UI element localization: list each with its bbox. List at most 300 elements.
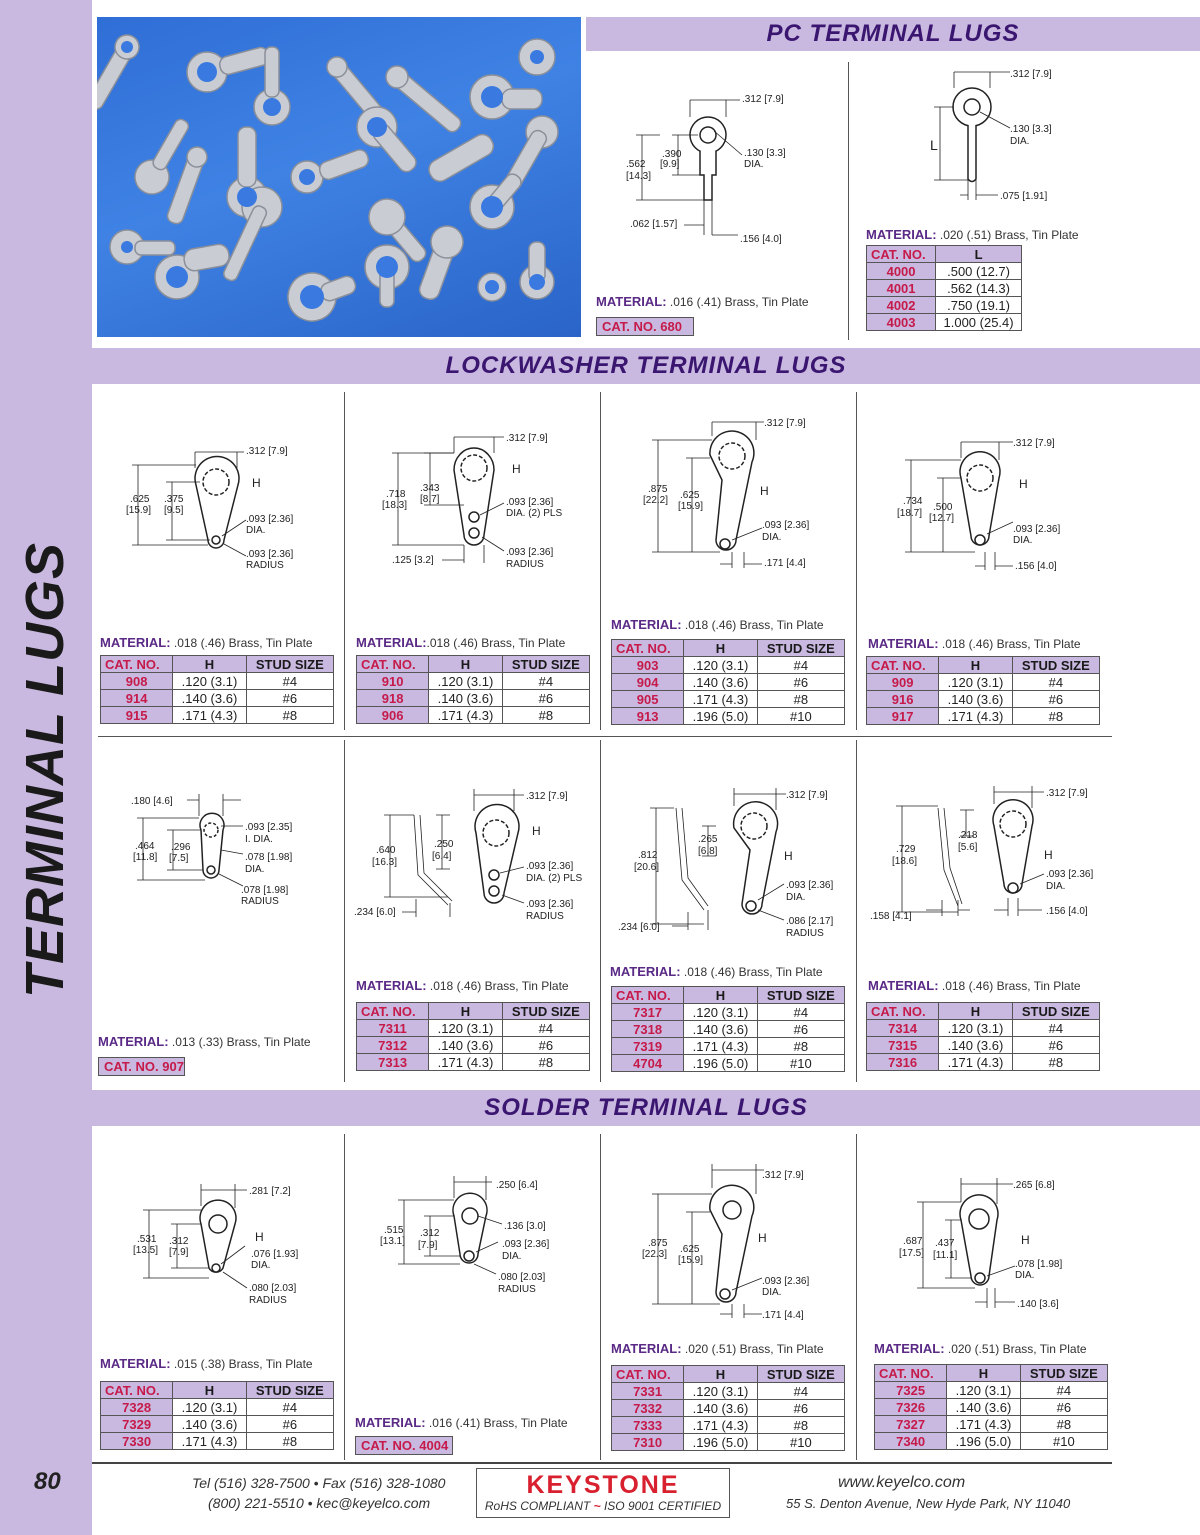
table-910 bbox=[356, 655, 590, 724]
cat-no-cell: 7312 bbox=[357, 1037, 429, 1054]
dim-text: [22.2] bbox=[643, 495, 669, 506]
cat-no-cell: 918 bbox=[357, 690, 429, 707]
dim-text: [22.3] bbox=[642, 1249, 668, 1260]
material-908 bbox=[100, 635, 313, 650]
dim-text: .130 [3.3] bbox=[744, 148, 786, 159]
h-cell: .140 (3.6) bbox=[939, 1037, 1012, 1054]
dim-text: .312 [7.9] bbox=[246, 446, 288, 457]
dim-text: DIA. bbox=[1046, 881, 1066, 892]
th-stud: STUD SIZE bbox=[1020, 1365, 1107, 1382]
certifications bbox=[477, 1499, 729, 1513]
material-value: .020 (.51) Brass, Tin Plate bbox=[684, 1342, 824, 1356]
table-row bbox=[867, 297, 1022, 314]
dim-text: H bbox=[758, 1231, 767, 1245]
stud-size-cell: #8 bbox=[757, 1417, 844, 1434]
table-row bbox=[867, 1054, 1100, 1071]
th-stud: STUD SIZE bbox=[1012, 1003, 1099, 1020]
dim-text: .640 bbox=[376, 845, 396, 856]
dim-text: .312 [7.9] bbox=[506, 433, 548, 444]
dim-text: RADIUS bbox=[506, 559, 544, 570]
divider bbox=[848, 62, 849, 340]
table-row bbox=[867, 1020, 1100, 1037]
cat-no-cell: 7330 bbox=[101, 1433, 173, 1450]
cat-no-cell: 914 bbox=[101, 690, 173, 707]
table-7331 bbox=[611, 1365, 845, 1451]
dim-text: RADIUS bbox=[249, 1295, 287, 1306]
stud-size-cell: #4 bbox=[1020, 1382, 1107, 1399]
footer-rule bbox=[92, 1462, 1112, 1464]
th-cat: CAT. NO. bbox=[612, 1366, 684, 1383]
dim-text: H bbox=[255, 1230, 264, 1244]
dim-text: .729 bbox=[896, 844, 916, 855]
dim-text: .234 [6.0] bbox=[354, 907, 396, 918]
dim-text: L bbox=[930, 137, 938, 153]
material-680 bbox=[596, 294, 809, 309]
stud-size-cell: #8 bbox=[1020, 1416, 1107, 1433]
dim-text: .718 bbox=[386, 489, 406, 500]
material-label: MATERIAL: bbox=[868, 978, 939, 993]
th-stud: STUD SIZE bbox=[246, 656, 333, 673]
stud-size-cell: #4 bbox=[1012, 674, 1099, 691]
lug-7317-drawing bbox=[608, 780, 858, 950]
table-row bbox=[612, 657, 845, 674]
cat-no-cell: 909 bbox=[867, 674, 939, 691]
h-cell: .140 (3.6) bbox=[947, 1399, 1020, 1416]
stud-size-cell: #4 bbox=[502, 1020, 589, 1037]
dim-text: .687 bbox=[903, 1236, 923, 1247]
dim-text: DIA. bbox=[245, 864, 265, 875]
material-label: MATERIAL: bbox=[100, 635, 171, 650]
material-label: MATERIAL: bbox=[100, 1356, 171, 1371]
table-row bbox=[612, 1400, 845, 1417]
stud-size-cell: #8 bbox=[1012, 1054, 1099, 1071]
dim-text: .080 [2.03] bbox=[249, 1283, 297, 1294]
th-cat: CAT. NO. bbox=[612, 640, 684, 657]
dim-text: .086 [2.17] bbox=[786, 916, 834, 927]
cat-no-4004: CAT. NO. 4004 bbox=[355, 1436, 453, 1455]
footer-phone: Tel (516) 328-7500 • Fax (516) 328-1080 bbox=[192, 1475, 446, 1491]
h-cell: .140 (3.6) bbox=[684, 674, 757, 691]
keystone-logo-box bbox=[476, 1468, 730, 1518]
lug-7328-drawing bbox=[125, 1180, 345, 1310]
material-value: .018 (.46) Brass, Tin Plate bbox=[683, 965, 823, 979]
h-cell: .500 (12.7) bbox=[936, 263, 1022, 280]
cat-no-cell: 7314 bbox=[867, 1020, 939, 1037]
th-cat: CAT. NO. bbox=[612, 987, 684, 1004]
table-row bbox=[875, 1382, 1108, 1399]
dim-text: .500 bbox=[933, 502, 953, 513]
stud-size-cell: #8 bbox=[502, 707, 589, 724]
pc-680-drawing bbox=[600, 85, 840, 255]
dim-text: .312 [7.9] bbox=[1013, 438, 1055, 449]
cat-no-cell: 913 bbox=[612, 708, 684, 725]
dim-text: RADIUS bbox=[498, 1284, 536, 1295]
dim-text: DIA. bbox=[744, 159, 764, 170]
dim-text: [5.6] bbox=[958, 842, 978, 853]
table-row bbox=[357, 1020, 590, 1037]
th-cat: CAT. NO. bbox=[875, 1365, 947, 1382]
dim-text: .875 bbox=[648, 484, 668, 495]
h-cell: .562 (14.3) bbox=[936, 280, 1022, 297]
table-row bbox=[612, 708, 845, 725]
stud-size-cell: #4 bbox=[757, 1004, 844, 1021]
dim-text: .093 [2.36] bbox=[526, 861, 574, 872]
h-cell: .196 (5.0) bbox=[947, 1433, 1020, 1450]
th-stud: STUD SIZE bbox=[757, 1366, 844, 1383]
table-903 bbox=[611, 639, 845, 725]
cat-no-cell: 905 bbox=[612, 691, 684, 708]
cat-no-cell: 7326 bbox=[875, 1399, 947, 1416]
dim-text: .093 [2.36] bbox=[502, 1239, 550, 1250]
table-row bbox=[101, 690, 334, 707]
dim-text: [15.9] bbox=[678, 501, 704, 512]
dim-text: .140 [3.6] bbox=[1017, 1299, 1059, 1310]
stud-size-cell: #8 bbox=[757, 691, 844, 708]
th-cat: CAT. NO. bbox=[101, 656, 173, 673]
th-h: H bbox=[939, 1003, 1012, 1020]
dim-text: .156 [4.0] bbox=[740, 234, 782, 245]
table-row bbox=[101, 1399, 334, 1416]
material-value: .016 (.41) Brass, Tin Plate bbox=[669, 295, 809, 309]
dim-text: .180 [4.6] bbox=[131, 796, 173, 807]
th-cat: CAT. NO. bbox=[357, 656, 429, 673]
page-number: 80 bbox=[34, 1468, 61, 1495]
dim-text: H bbox=[1021, 1233, 1030, 1247]
dim-text: .093 [2.36] bbox=[246, 514, 294, 525]
th-h: H bbox=[939, 657, 1012, 674]
stud-size-cell: #6 bbox=[1012, 1037, 1099, 1054]
dim-text: .062 [1.57] bbox=[630, 219, 678, 230]
dim-text: [7.5] bbox=[169, 853, 189, 864]
stud-size-cell: #4 bbox=[246, 673, 333, 690]
lug-7325-drawing bbox=[895, 1172, 1115, 1322]
dim-text: .093 [2.36] bbox=[786, 880, 834, 891]
table-row bbox=[101, 707, 334, 724]
material-label: MATERIAL: bbox=[868, 636, 939, 651]
dim-text: .625 bbox=[130, 494, 150, 505]
table-row bbox=[357, 673, 590, 690]
dim-text: .812 bbox=[638, 850, 658, 861]
dim-text: [18.3] bbox=[382, 500, 408, 511]
material-label: MATERIAL: bbox=[611, 617, 682, 632]
material-label: MATERIAL: bbox=[356, 635, 427, 650]
h-cell: .120 (3.1) bbox=[429, 1020, 502, 1037]
cat-no-cell: 7315 bbox=[867, 1037, 939, 1054]
stud-size-cell: #8 bbox=[757, 1038, 844, 1055]
stud-size-cell: #6 bbox=[1020, 1399, 1107, 1416]
dim-text: DIA. bbox=[762, 532, 782, 543]
dim-text: .093 [2.36] bbox=[1046, 869, 1094, 880]
table-row bbox=[612, 1383, 845, 1400]
material-label: MATERIAL: bbox=[596, 294, 667, 309]
table-row bbox=[612, 1004, 845, 1021]
th-h: H bbox=[173, 1382, 246, 1399]
table-7311 bbox=[356, 1002, 590, 1071]
stud-size-cell: #10 bbox=[1020, 1433, 1107, 1450]
dim-text: .734 bbox=[903, 496, 923, 507]
material-label: MATERIAL: bbox=[356, 978, 427, 993]
dim-text: .464 bbox=[135, 841, 155, 852]
cat-no-cell: 915 bbox=[101, 707, 173, 724]
cat-no-cell: 7316 bbox=[867, 1054, 939, 1071]
dim-text: .515 bbox=[384, 1225, 404, 1236]
h-cell: .140 (3.6) bbox=[429, 1037, 502, 1054]
divider bbox=[600, 1134, 601, 1460]
dim-text: DIA. bbox=[762, 1287, 782, 1298]
stud-size-cell: #6 bbox=[757, 1021, 844, 1038]
h-cell: .171 (4.3) bbox=[173, 1433, 246, 1450]
table-row bbox=[867, 1037, 1100, 1054]
dim-text: H bbox=[532, 824, 541, 838]
table-row bbox=[612, 691, 845, 708]
dim-text: .093 [2.36] bbox=[762, 1276, 810, 1287]
dim-text: DIA. bbox=[251, 1260, 271, 1271]
th-cat: CAT. NO. bbox=[357, 1003, 429, 1020]
dim-text: I. DIA. bbox=[245, 834, 273, 845]
dim-text: DIA. bbox=[502, 1251, 522, 1262]
th-h: H bbox=[429, 656, 502, 673]
dim-text: .093 [2.35] bbox=[245, 822, 293, 833]
h-cell: .120 (3.1) bbox=[684, 657, 757, 674]
dim-text: .156 [4.0] bbox=[1046, 906, 1088, 917]
product-photo bbox=[97, 17, 581, 337]
cat-no-cell: 7327 bbox=[875, 1416, 947, 1433]
material-value: .015 (.38) Brass, Tin Plate bbox=[173, 1357, 313, 1371]
dim-text: .075 [1.91] bbox=[1000, 191, 1048, 202]
dim-text: .218 bbox=[958, 830, 978, 841]
dim-text: .130 [3.3] bbox=[1010, 124, 1052, 135]
table-row bbox=[612, 1434, 845, 1451]
material-label: MATERIAL: bbox=[355, 1415, 426, 1430]
table-909 bbox=[866, 656, 1100, 725]
table-row bbox=[612, 1038, 845, 1055]
th-h: H bbox=[173, 656, 246, 673]
lug-910-drawing bbox=[380, 425, 600, 575]
table-row bbox=[101, 673, 334, 690]
cat-no-cell: 7319 bbox=[612, 1038, 684, 1055]
dim-text: [7.9] bbox=[169, 1247, 189, 1258]
footer-website[interactable]: www.keyelco.com bbox=[838, 1474, 966, 1491]
material-value: .018 (.46) Brass, Tin Plate bbox=[173, 636, 313, 650]
table-row bbox=[357, 690, 590, 707]
stud-size-cell: #6 bbox=[757, 674, 844, 691]
stud-size-cell: #6 bbox=[502, 1037, 589, 1054]
material-value: .020 (.51) Brass, Tin Plate bbox=[947, 1342, 1087, 1356]
table-row bbox=[101, 1433, 334, 1450]
dim-text: .078 [1.98] bbox=[245, 852, 293, 863]
dim-text: .296 bbox=[171, 842, 191, 853]
material-value: .016 (.41) Brass, Tin Plate bbox=[428, 1416, 568, 1430]
cat-no-cell: 904 bbox=[612, 674, 684, 691]
material-label: MATERIAL: bbox=[874, 1341, 945, 1356]
lug-903-drawing bbox=[640, 410, 860, 580]
dim-text: .156 [4.0] bbox=[1015, 561, 1057, 572]
material-4004 bbox=[355, 1415, 568, 1430]
dim-text: .390 bbox=[662, 149, 682, 160]
cat-no-cell: 7340 bbox=[875, 1433, 947, 1450]
dim-text: .076 [1.93] bbox=[251, 1249, 299, 1260]
stud-size-cell: #4 bbox=[246, 1399, 333, 1416]
stud-size-cell: #6 bbox=[1012, 691, 1099, 708]
dim-text: .875 bbox=[648, 1238, 668, 1249]
dim-text: [11.1] bbox=[933, 1250, 958, 1261]
dim-text: DIA. (2) PLS bbox=[526, 873, 583, 884]
table-7314 bbox=[866, 1002, 1100, 1071]
dim-text: .265 [6.8] bbox=[1013, 1180, 1055, 1191]
table-row bbox=[867, 263, 1022, 280]
dim-text: .234 [6.0] bbox=[618, 922, 660, 933]
material-label: MATERIAL: bbox=[611, 1341, 682, 1356]
table-row bbox=[875, 1416, 1108, 1433]
divider bbox=[98, 736, 1112, 737]
stud-size-cell: #6 bbox=[246, 690, 333, 707]
material-value: .018 (.46) Brass, Tin Plate bbox=[941, 979, 1081, 993]
h-cell: .196 (5.0) bbox=[684, 708, 757, 725]
material-7325 bbox=[874, 1341, 1087, 1356]
dim-text: .625 bbox=[680, 490, 700, 501]
table-row bbox=[867, 691, 1100, 708]
divider bbox=[600, 740, 601, 1082]
cat-no-cell: 7310 bbox=[612, 1434, 684, 1451]
dim-text: .093 [2.36] bbox=[526, 899, 574, 910]
dim-text: [17.5] bbox=[899, 1248, 925, 1259]
h-cell: .120 (3.1) bbox=[173, 1399, 246, 1416]
cat-no-cell: 916 bbox=[867, 691, 939, 708]
th-cat: CAT. NO. bbox=[867, 1003, 939, 1020]
dim-text: [11.8] bbox=[133, 852, 158, 863]
stud-size-cell: #8 bbox=[246, 1433, 333, 1450]
h-cell: .750 (19.1) bbox=[936, 297, 1022, 314]
table-row bbox=[101, 1416, 334, 1433]
h-cell: .171 (4.3) bbox=[173, 707, 246, 724]
dim-text: [18.7] bbox=[897, 508, 923, 519]
table-row bbox=[875, 1433, 1108, 1450]
th-h: H bbox=[684, 987, 757, 1004]
dim-text: [15.9] bbox=[678, 1255, 704, 1266]
cat-no-cell: 7313 bbox=[357, 1054, 429, 1071]
material-value: .018 (.46) Brass, Tin Plate bbox=[684, 618, 824, 632]
h-cell: .120 (3.1) bbox=[173, 673, 246, 690]
dim-text: .625 bbox=[680, 1244, 700, 1255]
cat-no-cell: 7333 bbox=[612, 1417, 684, 1434]
cat-no-cell: 7311 bbox=[357, 1020, 429, 1037]
dim-text: H bbox=[252, 476, 261, 490]
dim-text: .343 bbox=[420, 483, 440, 494]
dim-text: H bbox=[1044, 848, 1053, 862]
dim-text: DIA. bbox=[1013, 535, 1033, 546]
h-cell: .171 (4.3) bbox=[684, 1038, 757, 1055]
dim-text: DIA. (2) PLS bbox=[506, 508, 563, 519]
h-cell: .196 (5.0) bbox=[684, 1434, 757, 1451]
dim-text: .250 bbox=[434, 839, 454, 850]
dim-text: .312 [7.9] bbox=[1046, 788, 1088, 799]
h-cell: .140 (3.6) bbox=[684, 1021, 757, 1038]
cat-no-cell: 4001 bbox=[867, 280, 936, 297]
dim-text: .093 [2.36] bbox=[246, 549, 294, 560]
material-value: .018 (.46) Brass, Tin Plate bbox=[426, 636, 566, 650]
cat-no-cell: 7317 bbox=[612, 1004, 684, 1021]
cat-no-cell: 908 bbox=[101, 673, 173, 690]
h-cell: .140 (3.6) bbox=[173, 690, 246, 707]
dim-text: RADIUS bbox=[786, 928, 824, 939]
stud-size-cell: #8 bbox=[1012, 708, 1099, 725]
stud-size-cell: #4 bbox=[757, 657, 844, 674]
th-h: H bbox=[947, 1365, 1020, 1382]
th-stud: STUD SIZE bbox=[757, 987, 844, 1004]
cat-no-cell: 4000 bbox=[867, 263, 936, 280]
table-row bbox=[875, 1399, 1108, 1416]
dim-text: [9.9] bbox=[660, 159, 680, 170]
sidebar-title: TERMINAL LUGS bbox=[15, 542, 75, 998]
table-row bbox=[612, 1417, 845, 1434]
h-cell: 1.000 (25.4) bbox=[936, 314, 1022, 331]
th-stud: STUD SIZE bbox=[502, 1003, 589, 1020]
h-cell: .120 (3.1) bbox=[939, 1020, 1012, 1037]
material-value: .018 (.46) Brass, Tin Plate bbox=[429, 979, 569, 993]
dim-text: [8.7] bbox=[420, 494, 440, 505]
h-cell: .140 (3.6) bbox=[173, 1416, 246, 1433]
dim-text: .312 bbox=[420, 1228, 440, 1239]
material-value: .020 (.51) Brass, Tin Plate bbox=[939, 228, 1079, 242]
iso-text: ISO 9001 CERTIFIED bbox=[603, 1499, 722, 1513]
material-label: MATERIAL: bbox=[866, 227, 937, 242]
table-908 bbox=[100, 655, 334, 724]
h-cell: .171 (4.3) bbox=[947, 1416, 1020, 1433]
dim-text: .312 [7.9] bbox=[762, 1170, 804, 1181]
dim-text: [16.3] bbox=[372, 857, 398, 868]
material-label: MATERIAL: bbox=[610, 964, 681, 979]
dim-text: .093 [2.36] bbox=[1013, 524, 1061, 535]
dim-text: DIA. bbox=[1010, 136, 1030, 147]
lug-4004-drawing bbox=[378, 1172, 598, 1302]
dim-text: DIA. bbox=[246, 525, 266, 536]
cat-no-cell: 903 bbox=[612, 657, 684, 674]
dim-text: .078 [1.98] bbox=[1015, 1259, 1063, 1270]
divider bbox=[344, 392, 345, 730]
material-7331 bbox=[611, 1341, 824, 1356]
cat-no-cell: 4003 bbox=[867, 314, 936, 331]
footer-address: 55 S. Denton Avenue, New Hyde Park, NY 11040 bbox=[786, 1496, 1071, 1511]
dim-text: DIA. bbox=[786, 892, 806, 903]
table-row bbox=[612, 1021, 845, 1038]
stud-size-cell: #4 bbox=[1012, 1020, 1099, 1037]
dim-text: [14.3] bbox=[626, 171, 652, 182]
material-value: .013 (.33) Brass, Tin Plate bbox=[171, 1035, 311, 1049]
table-row bbox=[612, 674, 845, 691]
table-row bbox=[357, 707, 590, 724]
stud-size-cell: #10 bbox=[757, 1055, 844, 1072]
dim-text: .312 [7.9] bbox=[764, 418, 806, 429]
cat-no-cell: 4002 bbox=[867, 297, 936, 314]
dim-text: .312 [7.9] bbox=[786, 790, 828, 801]
th-h: H bbox=[684, 640, 757, 657]
dim-text: .562 bbox=[626, 159, 646, 170]
dim-text: .531 bbox=[137, 1234, 157, 1245]
dim-text: .078 [1.98] bbox=[241, 885, 289, 896]
dim-text: [7.9] bbox=[418, 1240, 438, 1251]
cat-no-cell: 906 bbox=[357, 707, 429, 724]
cat-no-907: CAT. NO. 907 bbox=[98, 1057, 185, 1076]
material-909 bbox=[868, 636, 1081, 651]
stud-size-cell: #4 bbox=[502, 673, 589, 690]
dim-text: .093 [2.36] bbox=[506, 497, 554, 508]
dim-text: H bbox=[512, 462, 521, 476]
dim-text: RADIUS bbox=[246, 560, 284, 571]
th-stud: STUD SIZE bbox=[502, 656, 589, 673]
lug-907-drawing bbox=[125, 790, 345, 920]
table-7328 bbox=[100, 1381, 334, 1450]
dim-text: H bbox=[784, 849, 793, 863]
